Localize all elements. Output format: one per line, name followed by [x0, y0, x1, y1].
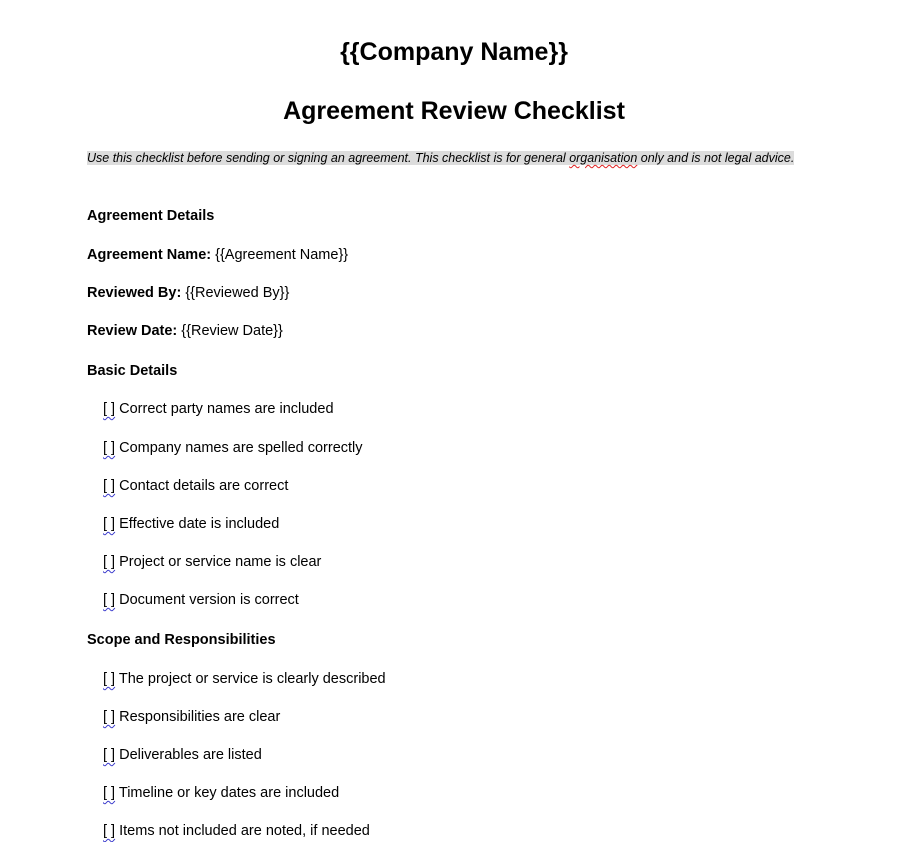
review-date-value: {{Review Date}} [181, 323, 283, 339]
checkbox-placeholder[interactable]: [ ] [103, 709, 116, 725]
checklist-item-text: Correct party names are included [119, 401, 334, 417]
note-misspelled-word: organisation [569, 151, 638, 165]
section-heading-agreement-details: Agreement Details [87, 208, 215, 224]
checkbox-placeholder[interactable]: [ ] [103, 785, 116, 801]
checklist-item[interactable] [103, 821, 370, 841]
disclaimer-note [87, 149, 822, 167]
checklist-item-text: Company names are spelled correctly [119, 440, 363, 456]
checklist-item-text: Items not included are noted, if needed [119, 823, 370, 839]
checklist-item[interactable] [103, 707, 280, 727]
checkbox-placeholder[interactable]: [ ] [103, 516, 116, 532]
checklist-item[interactable] [103, 783, 339, 803]
checklist-item[interactable] [103, 552, 321, 572]
note-text-start: Use this checklist before sending or signing an agreement. This checklist is for general [87, 151, 570, 165]
company-name: {{Company Name}} [340, 38, 568, 66]
checkbox-placeholder[interactable]: [ ] [103, 554, 116, 570]
checkbox-placeholder[interactable]: [ ] [103, 440, 116, 456]
checklist-item-text: Project or service name is clear [119, 554, 322, 570]
checklist-item-text: Timeline or key dates are included [118, 785, 340, 801]
checkbox-placeholder[interactable]: [ ] [103, 478, 116, 494]
checklist-item[interactable] [103, 399, 334, 419]
section-heading-basic-details: Basic Details [87, 363, 178, 379]
note-highlight [87, 151, 794, 165]
field-review-date [87, 321, 283, 341]
agreement-name-label: Agreement Name: [87, 247, 212, 263]
note-text-end: only and is not legal advice. [637, 151, 795, 165]
checkbox-placeholder[interactable]: [ ] [103, 592, 116, 608]
field-reviewed-by [87, 283, 289, 303]
review-date-label: Review Date: [87, 323, 178, 339]
checkbox-placeholder[interactable]: [ ] [103, 401, 116, 417]
document-title: Agreement Review Checklist [283, 97, 625, 125]
field-agreement-name [87, 245, 348, 265]
reviewed-by-label: Reviewed By: [87, 285, 182, 301]
checklist-item[interactable] [103, 514, 279, 534]
checklist-item[interactable] [103, 669, 386, 689]
checklist-item[interactable] [103, 476, 288, 496]
checklist-item-text: Contact details are correct [119, 478, 289, 494]
checklist-item[interactable] [103, 745, 262, 765]
checkbox-placeholder[interactable]: [ ] [103, 747, 116, 763]
checklist-item-text: The project or service is clearly described [118, 671, 386, 687]
checklist-item-text: Responsibilities are clear [119, 709, 281, 725]
checklist-item[interactable] [103, 590, 299, 610]
agreement-name-value: {{Agreement Name}} [215, 247, 349, 263]
checkbox-placeholder[interactable]: [ ] [103, 823, 116, 839]
reviewed-by-value: {{Reviewed By}} [185, 285, 290, 301]
checklist-item-text: Deliverables are listed [119, 747, 262, 763]
checklist-item[interactable] [103, 438, 363, 458]
section-heading-scope: Scope and Responsibilities [87, 632, 276, 648]
checklist-item-text: Document version is correct [119, 592, 299, 608]
checklist-item-text: Effective date is included [119, 516, 280, 532]
checkbox-placeholder[interactable]: [ ] [103, 671, 116, 687]
